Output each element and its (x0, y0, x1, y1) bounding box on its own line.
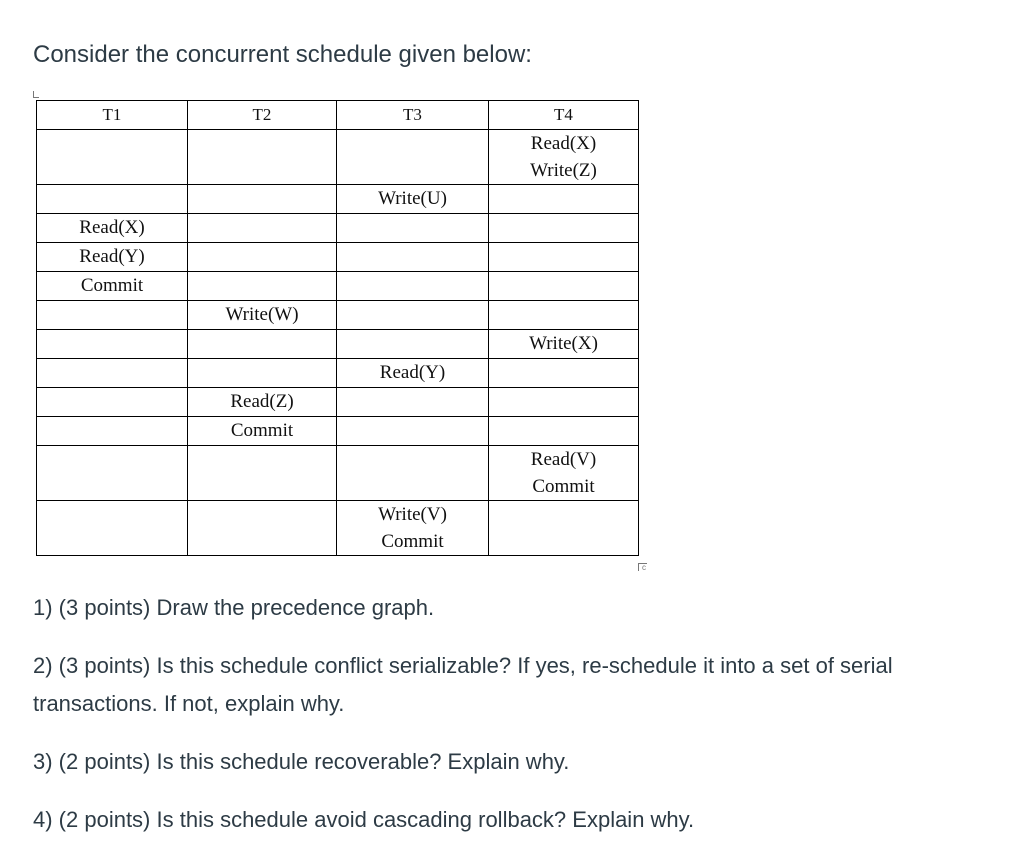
schedule-row (37, 185, 639, 214)
schedule-body (37, 130, 639, 556)
operation-text: Read(X) (530, 133, 597, 154)
schedule-cell-t4 (489, 417, 639, 446)
schedule-header-row (37, 101, 639, 130)
schedule-cell-t2 (188, 301, 337, 330)
question-2: 2) (3 points) Is this schedule conflict serializable? If yes, re-schedule it into a set of serial transactions. If not, explain why. (33, 653, 893, 716)
header-t3: T3 (337, 101, 489, 130)
schedule-cell-t3 (337, 501, 489, 556)
schedule-cell-t2 (188, 417, 337, 446)
question-3: 3) (2 points) Is this schedule recoverable? Explain why. (33, 749, 570, 774)
schedule-cell-t3 (337, 243, 489, 272)
operation-text: Read(Y) (79, 246, 145, 267)
intro-text: Consider the concurrent schedule given below: (33, 41, 532, 68)
schedule-cell-t4 (489, 185, 639, 214)
question-4: 4) (2 points) Is this schedule avoid cascading rollback? Explain why. (33, 807, 695, 832)
schedule-cell-t2 (188, 388, 337, 417)
schedule-row (37, 501, 639, 556)
schedule-row (37, 388, 639, 417)
header-t4: T4 (489, 101, 639, 130)
schedule-row (37, 330, 639, 359)
operation-text: Commit (80, 275, 144, 296)
schedule-row (37, 214, 639, 243)
operation-text: Commit (381, 531, 444, 552)
operation-text: Read(Y) (379, 362, 446, 383)
schedule-table (36, 100, 639, 556)
schedule-cell-t1 (37, 130, 188, 185)
header-t1: T1 (37, 101, 188, 130)
operation-text: Write(X) (529, 333, 598, 354)
schedule-cell-t1 (37, 501, 188, 556)
schedule-row (37, 243, 639, 272)
table-corner-mark (33, 91, 39, 98)
schedule-cell-t4 (489, 330, 639, 359)
schedule-cell-t3 (337, 185, 489, 214)
header-t2: T2 (188, 101, 337, 130)
schedule-cell-t2 (188, 185, 337, 214)
schedule-cell-t4 (489, 272, 639, 301)
schedule-row (37, 301, 639, 330)
operation-text: Read(V) (530, 449, 597, 470)
schedule-cell-t3 (337, 214, 489, 243)
schedule-cell-t4 (489, 359, 639, 388)
schedule-cell-t1 (37, 330, 188, 359)
schedule-row (37, 446, 639, 501)
schedule-row (37, 417, 639, 446)
operation-text: Commit (230, 420, 294, 441)
schedule-cell-t4 (489, 214, 639, 243)
schedule-cell-t4 (489, 446, 639, 501)
operation-text: Read(X) (79, 217, 145, 238)
schedule-cell-t4 (489, 388, 639, 417)
schedule-cell-t3 (337, 272, 489, 301)
schedule-cell-t3 (337, 359, 489, 388)
schedule-cell-t3 (337, 130, 489, 185)
schedule-cell-t1 (37, 417, 188, 446)
schedule-cell-t4 (489, 501, 639, 556)
schedule-cell-t2 (188, 501, 337, 556)
schedule-cell-t1 (37, 214, 188, 243)
schedule-cell-t2 (188, 272, 337, 301)
schedule-cell-t3 (337, 446, 489, 501)
schedule-cell-t1 (37, 359, 188, 388)
schedule-row (37, 272, 639, 301)
schedule-cell-t3 (337, 301, 489, 330)
schedule-cell-t2 (188, 359, 337, 388)
operation-text: Write(V) (378, 504, 447, 525)
operation-text: Write(Z) (530, 160, 597, 181)
schedule-cell-t2 (188, 330, 337, 359)
question-1: 1) (3 points) Draw the precedence graph. (33, 595, 435, 620)
schedule-cell-t2 (188, 130, 337, 185)
operation-text: Read(Z) (230, 391, 294, 412)
schedule-row (37, 130, 639, 185)
schedule-cell-t4 (489, 243, 639, 272)
schedule-cell-t2 (188, 446, 337, 501)
schedule-cell-t3 (337, 330, 489, 359)
schedule-cell-t1 (37, 388, 188, 417)
schedule-cell-t3 (337, 417, 489, 446)
table-end-mark (638, 563, 647, 571)
operation-text: Commit (532, 476, 595, 497)
schedule-cell-t1 (37, 185, 188, 214)
schedule-cell-t2 (188, 214, 337, 243)
schedule-cell-t4 (489, 130, 639, 185)
schedule-cell-t2 (188, 243, 337, 272)
table-end-mark-letter: c (642, 563, 646, 572)
schedule-cell-t3 (337, 388, 489, 417)
schedule-cell-t4 (489, 301, 639, 330)
schedule-cell-t1 (37, 243, 188, 272)
operation-text: Write(U) (378, 188, 447, 209)
operation-text: Write(W) (225, 304, 299, 325)
schedule-cell-t1 (37, 272, 188, 301)
schedule-cell-t1 (37, 301, 188, 330)
schedule-cell-t1 (37, 446, 188, 501)
schedule-row (37, 359, 639, 388)
